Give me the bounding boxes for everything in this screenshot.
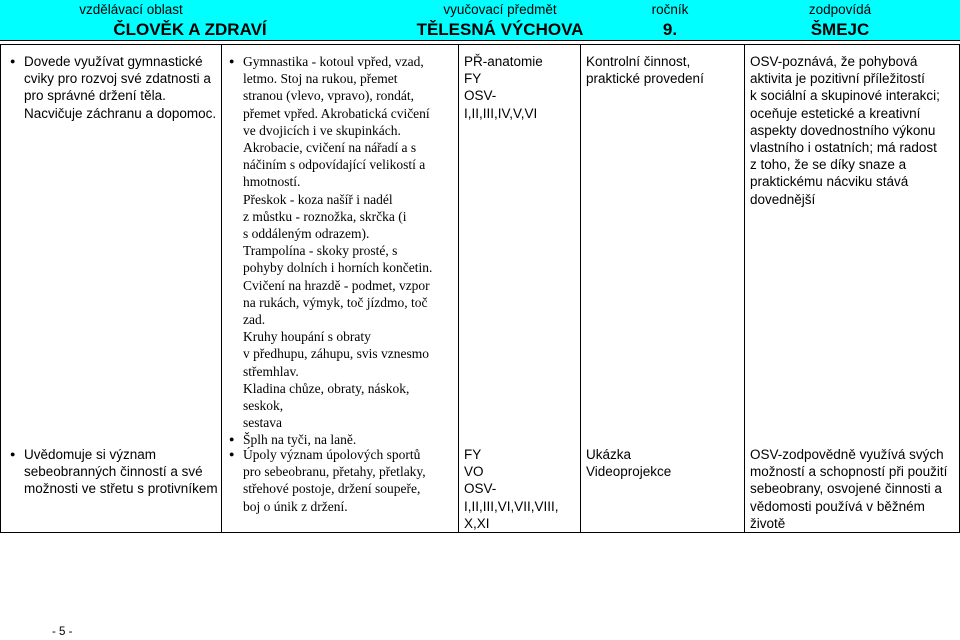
- row1-outcome-cell: [10, 53, 220, 122]
- row2-links-text: FY VO OSV- I,II,III,VI,VII,VIII, X,XI: [464, 447, 559, 531]
- bullet-icon: ●: [10, 56, 16, 66]
- column-divider: [744, 44, 745, 533]
- row2-outcome-text: Uvědomuje si význam sebeobranných činností a své možnosti ve střetu s protivníkem: [24, 447, 218, 497]
- row2-curriculum-text: Úpoly význam úpolových sportů pro sebeobranu, přetahy, přetlaky, střehové postoje, držení soupeře, boj o únik z držení.: [243, 447, 426, 514]
- row2-method-text: Ukázka Videoprojekce: [586, 447, 672, 480]
- column-divider: [580, 44, 581, 533]
- header-label-subject: vyučovací předmět: [443, 2, 557, 17]
- row2-links-cell: [464, 446, 578, 532]
- row1-method-cell: [586, 53, 742, 87]
- row1-method-text: Kontrolní činnost, praktické provedení: [586, 54, 704, 87]
- row1-curriculum-text: Gymnastika - kotoul vpřed, vzad, letmo. Stoj na rukou, přemet stranou (vlevo, vpravo), rondát, přemet vpřed. Akrobatická cvičení ve dvojicích i ve skupinkách. Akrobacie, cvičení na nářadí a s náčiním s odpovídající velikostí a hmotností. Přeskok - koza našíř i nadél z můstku - roznožka, skrčka (i s oddáleným odrazem). Trampolína - skoky prosté, s pohyby dolních i horních končetin. Cvičení na hrazdě - podmet, vzpor na rukách, výmyk, toč jízdmo, toč zad. Kruhy houpání s obraty v předhupu, záhupu, svis vznesmo střemhlav. Kladina chůze, obraty, náskok, seskok, sestava: [243, 54, 433, 431]
- row1-outcome-text: Dovede využívat gymnastické cviky pro rozvoj své zdatnosti a pro správné držení těla. Nacvičuje záchranu a dopomoc.: [24, 54, 217, 121]
- table-bottom-border: [0, 532, 960, 533]
- table-left-border: [0, 44, 1, 533]
- row2-curriculum-cell: [229, 446, 457, 515]
- bullet-icon: ●: [229, 434, 235, 445]
- column-divider: [221, 44, 222, 533]
- row2-outcome-cell: [10, 446, 220, 498]
- header-value-area: ČLOVĚK A ZDRAVÍ: [113, 20, 267, 39]
- header-value-grade: 9.: [662, 20, 678, 39]
- header-value-responsible: ŠMEJC: [810, 20, 870, 39]
- bullet-icon: ●: [229, 449, 235, 459]
- table-header-divider: [0, 44, 960, 45]
- header-values-row: [0, 20, 960, 40]
- row1-curriculum-text-2: Šplh na tyči, na laně.: [243, 432, 357, 448]
- row2-note-text: OSV-zodpovědně využívá svých možností a schopností při použití sebeobrany, osvojené činnosti a vědomosti používá v běžném životě: [750, 447, 948, 531]
- row2-note-cell: [750, 446, 958, 532]
- header-value-subject: TĚLESNÁ VÝCHOVA: [416, 20, 584, 39]
- header-label-grade: ročník: [651, 2, 689, 17]
- bullet-icon: ●: [10, 449, 16, 459]
- row1-note-text: OSV-poznává, že pohybová aktivita je pozitivní příležitostí k sociální a skupinové interakci; oceňuje estetické a kreativní aspekty dovednostního výkonu vlastního i ostatních; má radost z toho, že se díky snaze a praktickému nácviku stává dovednější: [750, 54, 940, 207]
- page-number: - 5 -: [52, 626, 73, 638]
- row2-method-cell: [586, 446, 742, 480]
- row1-links-cell: [464, 53, 578, 122]
- table-top-border: [0, 40, 960, 41]
- header-label-area: vzdělávací oblast: [79, 2, 183, 17]
- row1-curriculum-cell: [229, 53, 457, 449]
- row1-links-text: PŘ-anatomie FY OSV- I,II,III,IV,V,VI: [464, 54, 543, 121]
- header-label-responsible: zodpovídá: [808, 2, 872, 17]
- row1-note-cell: [750, 53, 958, 208]
- bullet-icon: ●: [229, 56, 235, 66]
- column-divider: [458, 44, 459, 533]
- header-labels-row: [0, 0, 960, 20]
